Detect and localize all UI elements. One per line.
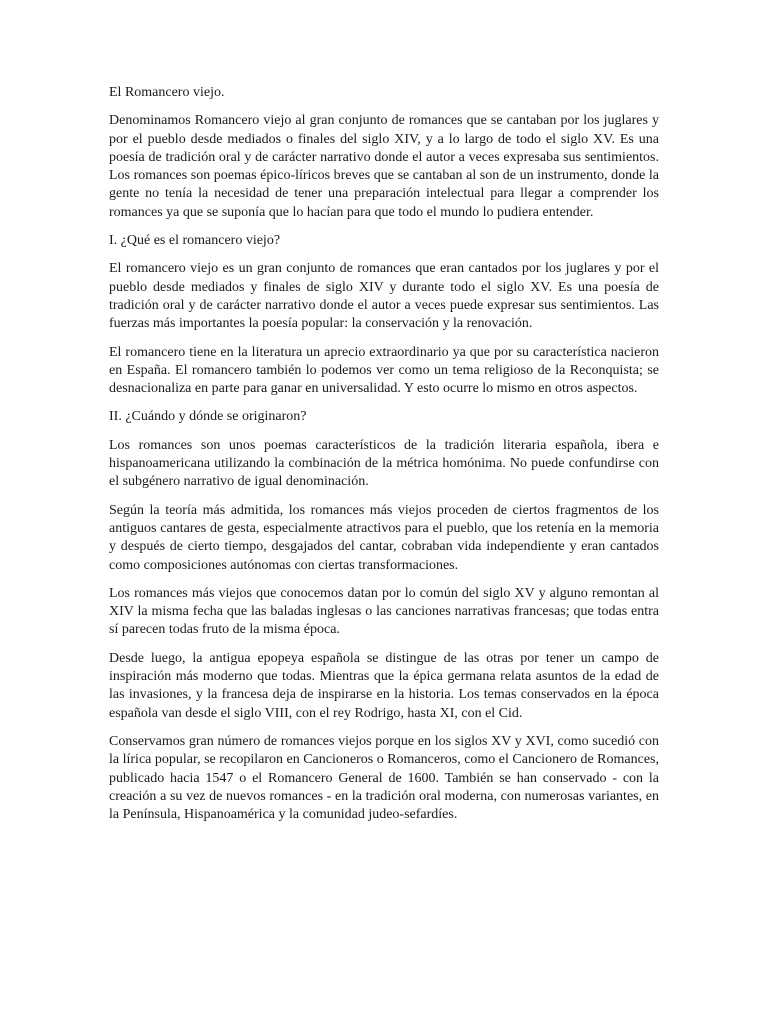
section-2-paragraph-2: Según la teoría más admitida, los romances más viejos proceden de ciertos fragmentos de los antiguos cantares de gesta, especialmente atractivos para el pueblo, que los retenía en la memoria y después de cierto tiempo, desgajados del cantar, cobraban vida independiente y eran cantados como composiciones autónomas con ciertas transformaciones. — [109, 502, 659, 573]
section-2-paragraph-5: Conservamos gran número de romances viejos porque en los siglos XV y XVI, como sucedió con la lírica popular, se recopilaron en Cancioneros o Romanceros, como el Cancionero de Romances, publicado hacia 1547 o el Romancero General de 1600. También se han conservado - con la creación a su vez de nuevos romances - en la tradición oral moderna, con numerosas variantes, en la Península, Hispanoamérica y la comunidad judeo-sefardíes. — [109, 733, 659, 823]
section-1-paragraph-2: El romancero tiene en la literatura un aprecio extraordinario ya que por su característica nacieron en España. El romancero también lo podemos ver como un tema religioso de la Reconquista; se desnacionaliza en parte para ganar en universalidad. Y esto ocurre lo mismo en otros aspectos. — [109, 344, 659, 397]
section-2-paragraph-4: Desde luego, la antigua epopeya española se distingue de las otras por tener un campo de inspiración más moderno que todas. Mientras que la épica germana relata asuntos de la edad de las invasiones, y la francesa deja de inspirarse en la historia. Los temas conservados en la época española van desde el siglo VIII, con el rey Rodrigo, hasta XI, con el Cid. — [109, 650, 659, 721]
section-1-paragraph-1: El romancero viejo es un gran conjunto de romances que eran cantados por los juglares y por el pueblo desde mediados y finales de siglo XIV y durante todo el siglo XV. Es una poesía de tradición oral y de carácter narrativo donde el autor a veces puede expresar sus sentimientos. Las fuerzas más importantes la poesía popular: la conservación y la renovación. — [109, 261, 659, 332]
section-1-heading: I. ¿Qué es el romancero viejo? — [109, 233, 281, 249]
intro-paragraph: Denominamos Romancero viejo al gran conjunto de romances que se cantaban por los juglares y por el pueblo desde mediados o finales del siglo XIV, y a lo largo de todo el siglo XV. Es una poesía de tradición oral y de carácter narrativo donde el autor a veces expresaba sus sentimientos. Los romances son poemas épico-líricos breves que se cantaban al son de un instrumento, donde la gente no tenía la necesidad de tener una preparación intelectual para llegar a comprender los romances ya que se suponía que lo hacían para que todo el mundo lo pudiera entender. — [109, 113, 659, 220]
section-2-paragraph-1: Los romances son unos poemas característicos de la tradición literaria española, ibera e hispanoamericana utilizando la combinación de la métrica homónima. No puede confundirse con el subgénero narrativo de igual denominación. — [109, 437, 659, 490]
document-title: El Romancero viejo. — [109, 85, 225, 100]
document-page — [109, 84, 659, 834]
section-2-heading: II. ¿Cuándo y dónde se originaron? — [109, 409, 307, 425]
section-2-paragraph-3: Los romances más viejos que conocemos datan por lo común del siglo XV y alguno remontan al XIV la misma fecha que las baladas inglesas o las canciones narrativas francesas; que todas entra sí parecen todas fruto de la misma época. — [109, 585, 659, 638]
